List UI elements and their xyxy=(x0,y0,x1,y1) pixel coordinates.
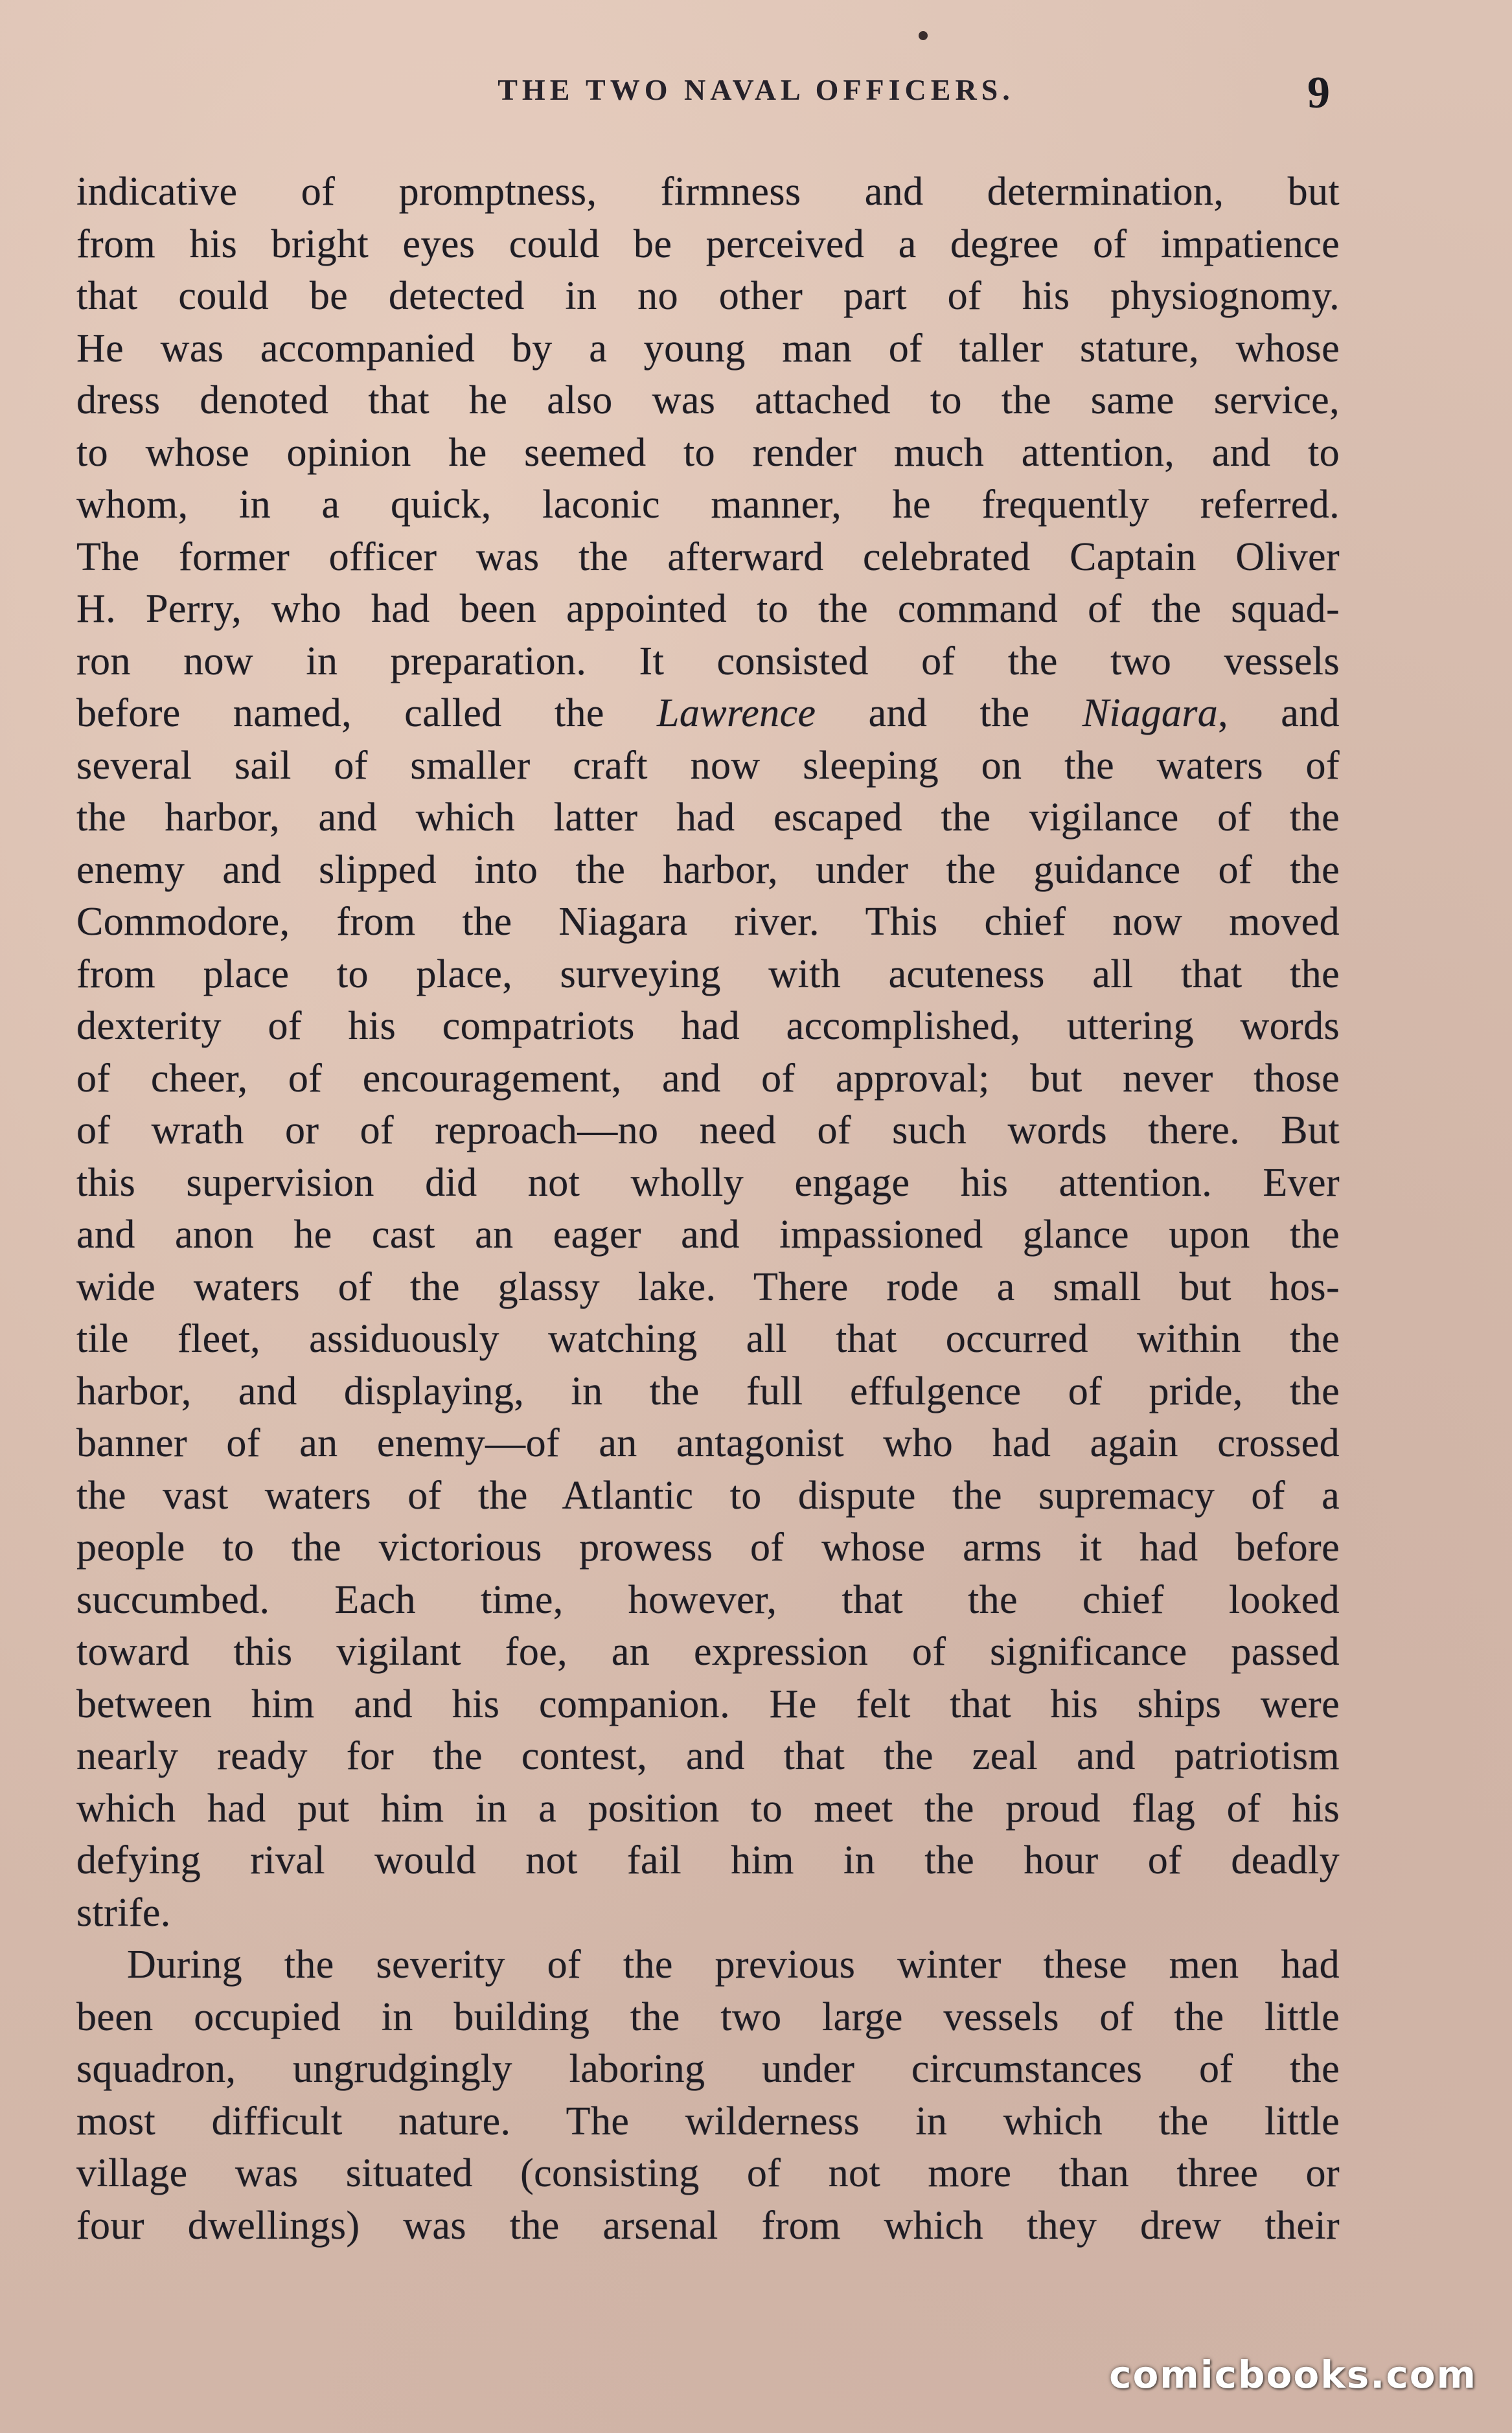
text-line: the harbor, and which latter had escaped the vigilance of the xyxy=(76,795,1340,840)
paragraph xyxy=(76,166,1340,1939)
text-line: whom, in a quick, laconic manner, he frequently referred. xyxy=(76,483,1340,527)
body-text xyxy=(76,166,1340,2252)
text-line: wide waters of the glassy lake. There rode a small but hos- xyxy=(76,1264,1340,1309)
text-line: the vast waters of the Atlantic to dispute the supremacy of a xyxy=(76,1473,1340,1518)
text-line: strife. xyxy=(76,1890,171,1935)
text-line: enemy and slipped into the harbor, under the guidance of the xyxy=(76,847,1340,892)
text-line: before named, called the Lawrence and the Niagara, and xyxy=(76,691,1340,735)
text-line: indicative of promptness, firmness and determination, but xyxy=(76,170,1340,214)
text-line: The former officer was the afterward celebrated Captain Oliver xyxy=(76,534,1340,579)
page-number: 9 xyxy=(1307,68,1330,118)
text-line: toward this vigilant foe, an expression of significance passed xyxy=(76,1630,1340,1674)
ink-speck xyxy=(919,31,928,40)
text-line: been occupied in building the two large vessels of the little xyxy=(76,1994,1340,2039)
ship-name: Niagara xyxy=(1082,691,1219,735)
text-line: village was situated (consisting of not more than three or xyxy=(76,2151,1340,2195)
text-line: defying rival would not fail him in the hour of deadly xyxy=(76,1838,1340,1882)
text-line: people to the victorious prowess of whose arms it had before xyxy=(76,1525,1340,1570)
text-line: banner of an enemy—of an antagonist who had again crossed xyxy=(76,1421,1340,1465)
ship-name: Lawrence xyxy=(657,691,816,735)
text-line: Commodore, from the Niagara river. This chief now moved xyxy=(76,900,1340,944)
text-line: four dwellings) was the arsenal from which they drew their xyxy=(76,2203,1340,2248)
text-line: tile fleet, assiduously watching all that occurred within the xyxy=(76,1317,1340,1361)
text-line: dress denoted that he also was attached to the same service, xyxy=(76,378,1340,422)
text-line: which had put him in a position to meet the proud flag of his xyxy=(76,1786,1340,1831)
text-line: of wrath or of reproach—no need of such words there. But xyxy=(76,1108,1340,1152)
running-head: THE TWO NAVAL OFFICERS. xyxy=(498,73,1014,106)
text-line: that could be detected in no other part of his physiognomy. xyxy=(76,274,1340,318)
text-line: harbor, and displaying, in the full effulgence of pride, the xyxy=(76,1369,1340,1413)
text-line: H. Perry, who had been appointed to the command of the squad- xyxy=(76,587,1340,631)
text-line: from place to place, surveying with acuteness all that the xyxy=(76,952,1340,996)
text-line: and anon he cast an eager and impassioned glance upon the xyxy=(76,1213,1340,1257)
text-line: to whose opinion he seemed to render much attention, and to xyxy=(76,430,1340,475)
text-line: nearly ready for the contest, and that the zeal and patriotism xyxy=(76,1734,1340,1778)
text-line: ron now in preparation. It consisted of the two vessels xyxy=(76,639,1340,683)
text-line: this supervision did not wholly engage his attention. Ever xyxy=(76,1160,1340,1205)
text-line: several sail of smaller craft now sleeping on the waters of xyxy=(76,743,1340,788)
text-line: between him and his companion. He felt that his ships were xyxy=(76,1682,1340,1726)
text-line: most difficult nature. The wilderness in which the little xyxy=(76,2099,1340,2143)
text-line: During the severity of the previous winter these men had xyxy=(127,1943,1340,1987)
paragraph xyxy=(76,1939,1340,2252)
site-watermark: comicbooks.com xyxy=(1109,2353,1477,2397)
text-line: He was accompanied by a young man of taller stature, whose xyxy=(76,326,1340,371)
text-line: succumbed. Each time, however, that the chief looked xyxy=(76,1577,1340,1622)
text-line: squadron, ungrudgingly laboring under circumstances of the xyxy=(76,2047,1340,2091)
text-line: of cheer, of encouragement, and of approval; but never those xyxy=(76,1056,1340,1101)
text-line: dexterity of his compatriots had accomplished, uttering words xyxy=(76,1004,1340,1048)
text-line: from his bright eyes could be perceived a degree of impatience xyxy=(76,222,1340,266)
